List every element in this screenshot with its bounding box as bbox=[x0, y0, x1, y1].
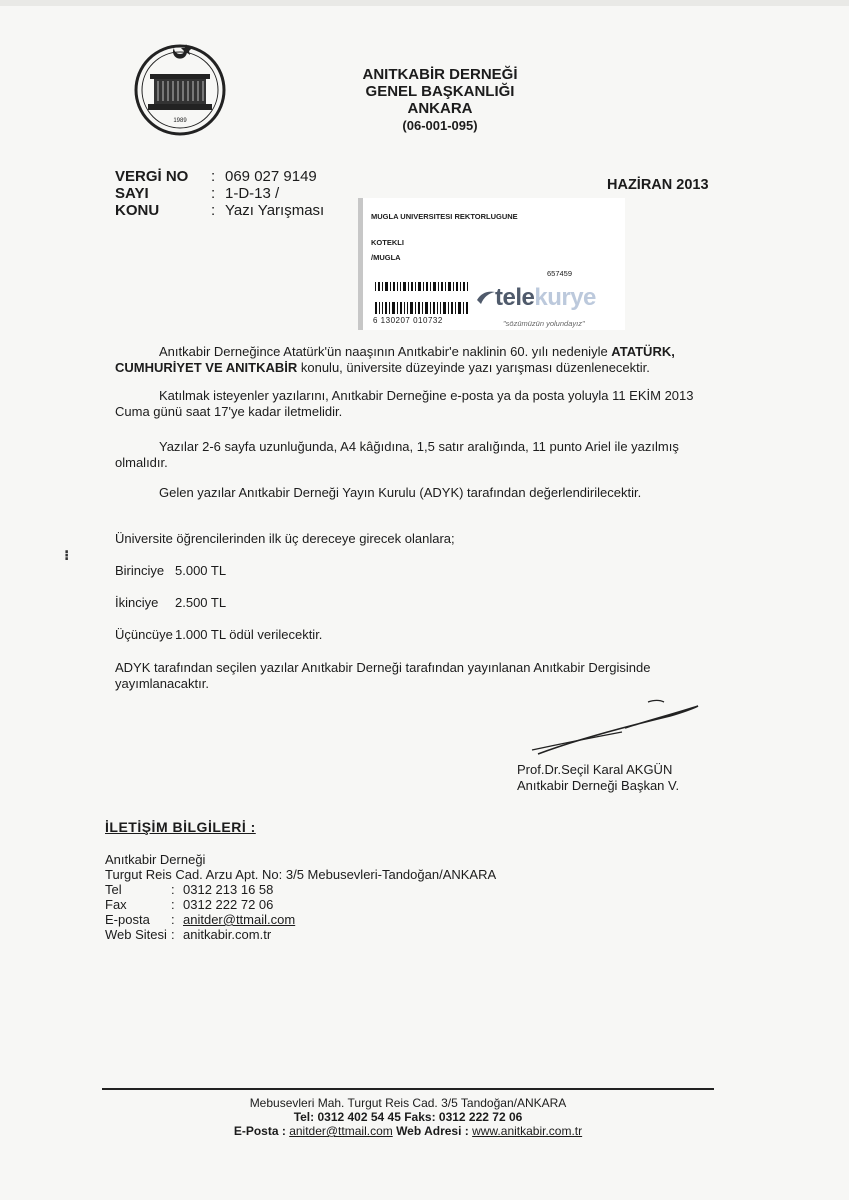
prize-first-label: Birinciye bbox=[115, 563, 165, 578]
vergi-label: VERGİ NO bbox=[115, 168, 189, 185]
colon: : bbox=[211, 185, 216, 202]
contact-org: Anıtkabir Derneği bbox=[105, 852, 206, 867]
contact-fax bbox=[105, 897, 496, 912]
prize-third-value: 1.000 TL ödül verilecektir. bbox=[175, 627, 323, 642]
colon: : bbox=[171, 912, 175, 927]
sayi-label: SAYI bbox=[115, 185, 149, 202]
prize-second-value: 2.500 TL bbox=[175, 595, 227, 610]
paragraph-1-c: konulu, üniversite düzeyinde yazı yarışması düzenlenecektir. bbox=[297, 360, 650, 375]
courier-brand bbox=[495, 284, 596, 312]
fax-value: 0312 222 72 06 bbox=[183, 897, 274, 912]
association-logo bbox=[130, 38, 230, 138]
tel-value: 0312 213 16 58 bbox=[183, 882, 274, 897]
organization-header bbox=[340, 66, 540, 134]
web-link[interactable]: anitkabir.com.tr bbox=[183, 927, 272, 942]
footer-email-label: E-Posta : bbox=[233, 1124, 290, 1138]
brand-part-b: kurye bbox=[534, 284, 596, 311]
signer-block bbox=[517, 762, 679, 794]
contact-tel bbox=[105, 882, 496, 897]
tracking-number: 657459 bbox=[547, 269, 573, 278]
recipient-line3: /MUGLA bbox=[371, 253, 401, 262]
paragraph-4: Gelen yazılar Anıtkabir Derneği Yayın Kurulu (ADYK) tarafından değerlendirilecektir. bbox=[159, 485, 642, 500]
colon: : bbox=[171, 927, 175, 942]
paragraph-1-a: Anıtkabir Derneğince Atatürk'ün naaşının Anıtkabir'e naklinin 60. yılı nedeniyle bbox=[159, 344, 612, 359]
footer-links bbox=[102, 1124, 714, 1138]
meta-konu bbox=[115, 202, 324, 219]
contact-email bbox=[105, 912, 496, 927]
courier-slogan: "sözümüzün yolundayız" bbox=[503, 319, 585, 328]
contact-heading: İLETİŞİM BİLGİLERİ : bbox=[105, 819, 256, 835]
barcode-icon bbox=[375, 302, 469, 314]
footer-web-link[interactable]: www.anitkabir.com.tr bbox=[472, 1124, 583, 1138]
contact-web bbox=[105, 927, 496, 942]
paragraph-1-bold: ATATÜRK, CUMHURİYET VE ANITKABİR bbox=[115, 344, 675, 375]
footer-divider bbox=[102, 1088, 714, 1090]
konu-value: Yazı Yarışması bbox=[225, 202, 325, 219]
org-city: ANKARA bbox=[407, 100, 473, 117]
brand-part-a: tele bbox=[495, 284, 535, 311]
recipient-line2: KOTEKLI bbox=[371, 238, 404, 247]
paragraph-3: Yazılar 2-6 sayfa uzunluğunda, A4 kâğıdına, 1,5 satır aralığında, 11 punto Ariel ile yazılmış olmalıdır. bbox=[115, 439, 679, 470]
handwritten-signature bbox=[530, 698, 705, 758]
prize-third-label: Üçüncüye bbox=[115, 627, 173, 642]
contact-block bbox=[105, 852, 496, 942]
colon: : bbox=[211, 168, 216, 185]
paragraph-2: Katılmak isteyenler yazılarını, Anıtkabir Derneğine e-posta ya da posta yoluyla 11 EKİM 2013 Cuma günü saat 17'ye kadar iletmelidir. bbox=[115, 388, 694, 419]
signer-name: Prof.Dr.Seçil Karal AKGÜN bbox=[517, 762, 673, 777]
svg-text:1989: 1989 bbox=[173, 118, 187, 124]
recipient: MUGLA UNIVERSITESI REKTORLUGUNE bbox=[371, 212, 518, 221]
email-link[interactable]: anitder@ttmail.com bbox=[183, 912, 296, 927]
margin-mark: ⁝ bbox=[64, 547, 70, 563]
web-label: Web Sitesi bbox=[105, 927, 167, 942]
scan-edge bbox=[0, 0, 849, 6]
fax-label: Fax bbox=[105, 897, 127, 912]
konu-label: KONU bbox=[115, 202, 160, 219]
colon: : bbox=[171, 882, 175, 897]
letter-date: HAZİRAN 2013 bbox=[607, 177, 709, 193]
letter-meta bbox=[115, 168, 324, 219]
footer-email-link[interactable]: anitder@ttmail.com bbox=[289, 1124, 393, 1138]
footer-web-label: Web Adresi : bbox=[392, 1124, 473, 1138]
contact-address: Turgut Reis Cad. Arzu Apt. No: 3/5 Mebusevleri-Tandoğan/ANKARA bbox=[105, 867, 497, 882]
barcode-icon bbox=[375, 282, 469, 291]
org-name: ANITKABİR DERNEĞİ bbox=[362, 66, 518, 83]
prize-third bbox=[115, 627, 322, 643]
footer bbox=[102, 1096, 714, 1138]
meta-vergi bbox=[115, 168, 324, 185]
courier-swoosh-icon bbox=[477, 290, 495, 304]
barcode-number: 6 130207 010732 bbox=[373, 316, 443, 325]
tel-label: Tel bbox=[105, 882, 122, 897]
vergi-value: 069 027 9149 bbox=[225, 168, 317, 185]
prize-first bbox=[115, 563, 226, 579]
paragraph-publication: ADYK tarafından seçilen yazılar Anıtkabir Derneği tarafından yayınlanan Anıtkabir Dergisinde yayımlanacaktır. bbox=[115, 660, 651, 691]
email-label: E-posta bbox=[105, 912, 150, 927]
colon: : bbox=[211, 202, 216, 219]
paragraph-1 bbox=[115, 344, 727, 376]
colon: : bbox=[171, 897, 175, 912]
courier-label bbox=[358, 198, 625, 330]
prize-second bbox=[115, 595, 226, 611]
signer-title: Anıtkabir Derneği Başkan V. bbox=[517, 778, 680, 793]
meta-sayi bbox=[115, 185, 324, 202]
prize-intro: Üniversite öğrencilerinden ilk üç dereceye girecek olanlara; bbox=[115, 531, 455, 546]
org-code: (06-001-095) bbox=[402, 118, 478, 133]
prize-first-value: 5.000 TL bbox=[175, 563, 227, 578]
sayi-value: 1-D-13 / bbox=[225, 185, 280, 202]
footer-phones: Tel: 0312 402 54 45 Faks: 0312 222 72 06 bbox=[293, 1110, 523, 1124]
org-department: GENEL BAŞKANLIĞI bbox=[365, 83, 515, 100]
prize-second-label: İkinciye bbox=[115, 595, 159, 610]
footer-address: Mebusevleri Mah. Turgut Reis Cad. 3/5 Tandoğan/ANKARA bbox=[249, 1096, 567, 1110]
